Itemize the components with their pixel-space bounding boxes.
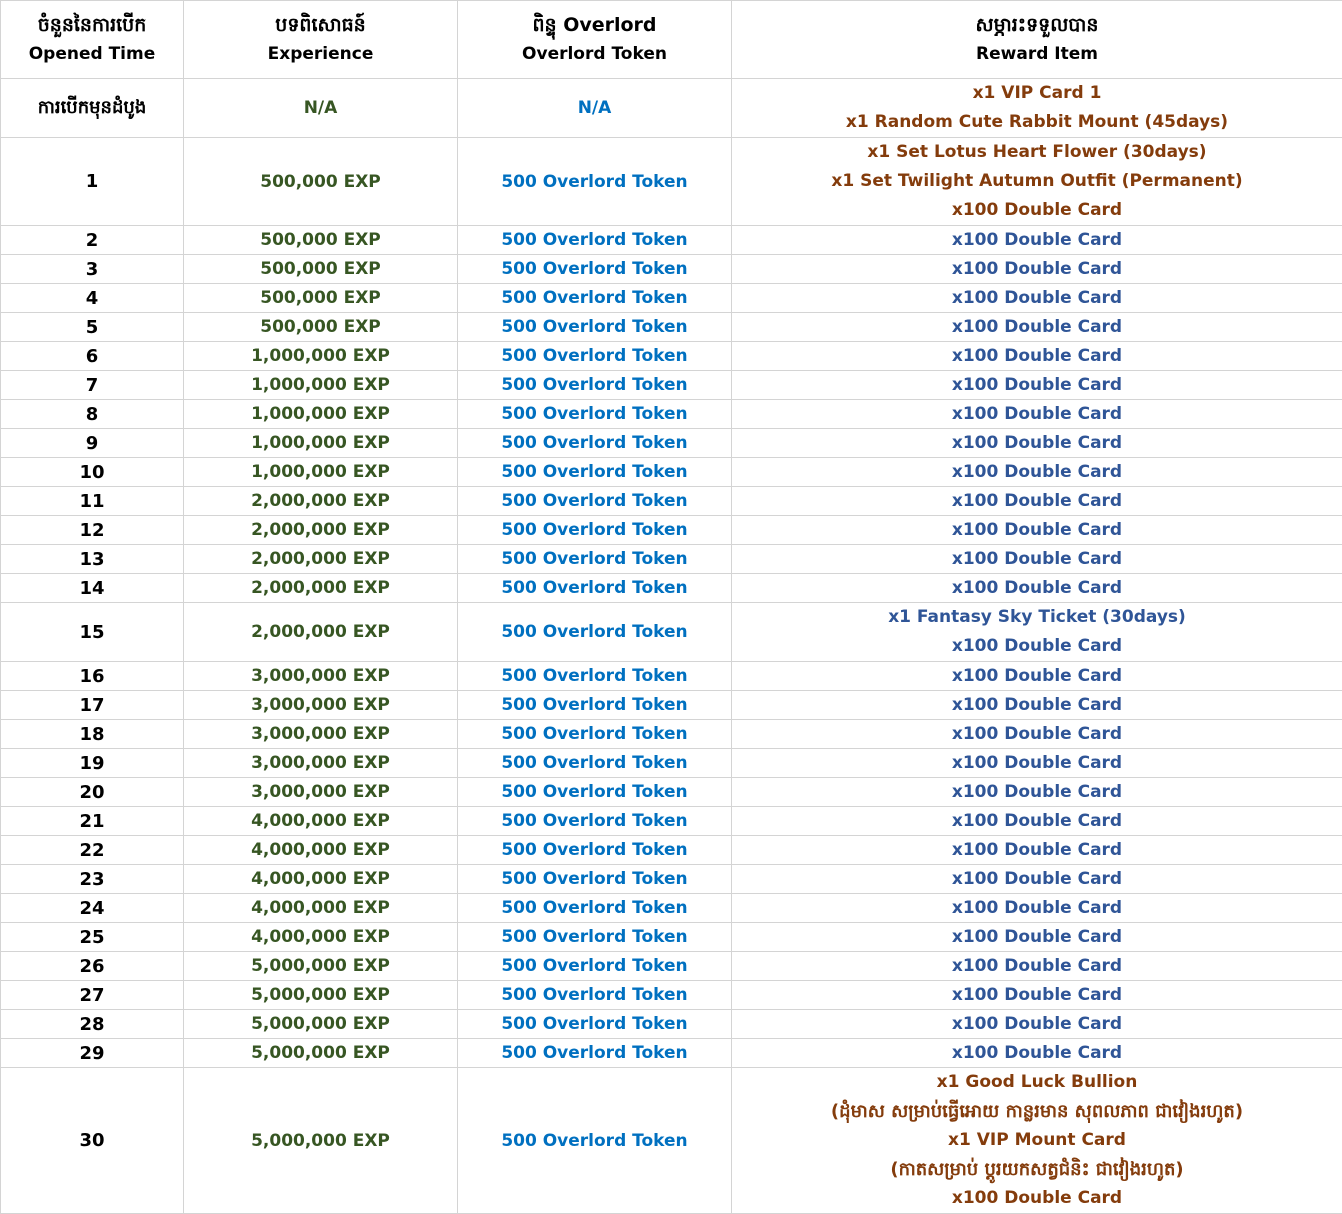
reward-cell: x100 Double Card bbox=[732, 952, 1342, 981]
header-row bbox=[1, 1, 1342, 79]
exp-cell: 1,000,000 EXP bbox=[184, 342, 458, 371]
opened-cell: 16 bbox=[1, 662, 184, 691]
table-row bbox=[1, 138, 1342, 226]
reward-cell: x100 Double Card bbox=[732, 981, 1342, 1010]
exp-cell: 5,000,000 EXP bbox=[184, 1068, 458, 1214]
opened-cell: 29 bbox=[1, 1039, 184, 1068]
reward-cell: x100 Double Card bbox=[732, 574, 1342, 603]
exp-cell: 1,000,000 EXP bbox=[184, 458, 458, 487]
exp-cell: 2,000,000 EXP bbox=[184, 516, 458, 545]
token-cell: 500 Overlord Token bbox=[458, 342, 732, 371]
opened-cell: 21 bbox=[1, 807, 184, 836]
reward-cell: x100 Double Card bbox=[732, 545, 1342, 574]
opened-cell: 18 bbox=[1, 720, 184, 749]
reward-line: x1 VIP Card 1 bbox=[732, 79, 1342, 108]
exp-cell: 3,000,000 EXP bbox=[184, 778, 458, 807]
token-cell: 500 Overlord Token bbox=[458, 545, 732, 574]
reward-cell: x100 Double Card bbox=[732, 458, 1342, 487]
table-row bbox=[1, 807, 1342, 836]
table-row bbox=[1, 255, 1342, 284]
reward-cell: x100 Double Card bbox=[732, 894, 1342, 923]
exp-cell: 1,000,000 EXP bbox=[184, 400, 458, 429]
token-cell: 500 Overlord Token bbox=[458, 313, 732, 342]
reward-cell: x100 Double Card bbox=[732, 662, 1342, 691]
reward-cell bbox=[732, 138, 1342, 226]
exp-cell: 3,000,000 EXP bbox=[184, 662, 458, 691]
exp-cell: 5,000,000 EXP bbox=[184, 1010, 458, 1039]
token-cell: 500 Overlord Token bbox=[458, 720, 732, 749]
opened-cell: 26 bbox=[1, 952, 184, 981]
header-reward-en: Reward Item bbox=[732, 40, 1342, 69]
reward-cell: x100 Double Card bbox=[732, 487, 1342, 516]
opened-cell: 10 bbox=[1, 458, 184, 487]
opened-cell: 17 bbox=[1, 691, 184, 720]
opened-cell: 8 bbox=[1, 400, 184, 429]
reward-line: x1 Set Twilight Autumn Outfit (Permanent) bbox=[732, 167, 1342, 196]
exp-cell: N/A bbox=[184, 79, 458, 138]
opened-cell: 5 bbox=[1, 313, 184, 342]
opened-cell: 23 bbox=[1, 865, 184, 894]
token-cell: 500 Overlord Token bbox=[458, 429, 732, 458]
token-cell: 500 Overlord Token bbox=[458, 952, 732, 981]
opened-cell: 4 bbox=[1, 284, 184, 313]
table-row bbox=[1, 574, 1342, 603]
reward-cell: x100 Double Card bbox=[732, 749, 1342, 778]
table-row bbox=[1, 458, 1342, 487]
reward-line: x100 Double Card bbox=[732, 1184, 1342, 1213]
table-row bbox=[1, 749, 1342, 778]
exp-cell: 5,000,000 EXP bbox=[184, 981, 458, 1010]
table-row bbox=[1, 662, 1342, 691]
token-cell: 500 Overlord Token bbox=[458, 574, 732, 603]
token-cell: 500 Overlord Token bbox=[458, 865, 732, 894]
exp-cell: 2,000,000 EXP bbox=[184, 574, 458, 603]
opened-cell: 19 bbox=[1, 749, 184, 778]
reward-cell: x100 Double Card bbox=[732, 923, 1342, 952]
exp-cell: 3,000,000 EXP bbox=[184, 749, 458, 778]
reward-cell: x100 Double Card bbox=[732, 284, 1342, 313]
token-cell: 500 Overlord Token bbox=[458, 749, 732, 778]
reward-cell: x100 Double Card bbox=[732, 807, 1342, 836]
token-cell: 500 Overlord Token bbox=[458, 923, 732, 952]
header-opened-time bbox=[1, 1, 184, 79]
token-cell: 500 Overlord Token bbox=[458, 603, 732, 662]
opened-cell: 11 bbox=[1, 487, 184, 516]
opened-cell: 7 bbox=[1, 371, 184, 400]
table-row bbox=[1, 923, 1342, 952]
header-opened-km: ចំនួននៃការបើក bbox=[1, 11, 183, 40]
opened-cell: 24 bbox=[1, 894, 184, 923]
exp-cell: 5,000,000 EXP bbox=[184, 1039, 458, 1068]
token-cell: 500 Overlord Token bbox=[458, 400, 732, 429]
token-cell: 500 Overlord Token bbox=[458, 255, 732, 284]
header-experience bbox=[184, 1, 458, 79]
exp-cell: 500,000 EXP bbox=[184, 284, 458, 313]
table-row bbox=[1, 603, 1342, 662]
reward-cell: x100 Double Card bbox=[732, 1010, 1342, 1039]
token-cell: N/A bbox=[458, 79, 732, 138]
exp-cell: 2,000,000 EXP bbox=[184, 545, 458, 574]
exp-cell: 4,000,000 EXP bbox=[184, 807, 458, 836]
reward-line: x1 Set Lotus Heart Flower (30days) bbox=[732, 138, 1342, 167]
reward-line: x1 Fantasy Sky Ticket (30days) bbox=[732, 603, 1342, 632]
header-experience-km: បទពិសោធន៍ bbox=[184, 11, 457, 40]
table-row-first-open bbox=[1, 79, 1342, 138]
reward-cell: x100 Double Card bbox=[732, 255, 1342, 284]
reward-line: x100 Double Card bbox=[732, 632, 1342, 661]
opened-cell: 27 bbox=[1, 981, 184, 1010]
table-row bbox=[1, 429, 1342, 458]
reward-line: x100 Double Card bbox=[732, 196, 1342, 225]
token-cell: 500 Overlord Token bbox=[458, 1068, 732, 1214]
exp-cell: 500,000 EXP bbox=[184, 138, 458, 226]
opened-cell: 28 bbox=[1, 1010, 184, 1039]
reward-cell bbox=[732, 603, 1342, 662]
reward-line: (កាតសម្រាប់ ប្តូរយកសត្វជំនិះ ជាវៀងរហូត) bbox=[732, 1155, 1342, 1184]
table-row bbox=[1, 313, 1342, 342]
table-row bbox=[1, 691, 1342, 720]
token-cell: 500 Overlord Token bbox=[458, 284, 732, 313]
token-cell: 500 Overlord Token bbox=[458, 1039, 732, 1068]
opened-cell: 20 bbox=[1, 778, 184, 807]
reward-cell: x100 Double Card bbox=[732, 836, 1342, 865]
token-cell: 500 Overlord Token bbox=[458, 691, 732, 720]
token-cell: 500 Overlord Token bbox=[458, 487, 732, 516]
table-row bbox=[1, 865, 1342, 894]
opened-cell: 13 bbox=[1, 545, 184, 574]
token-cell: 500 Overlord Token bbox=[458, 836, 732, 865]
token-cell: 500 Overlord Token bbox=[458, 371, 732, 400]
opened-cell: 3 bbox=[1, 255, 184, 284]
token-cell: 500 Overlord Token bbox=[458, 778, 732, 807]
table-row bbox=[1, 400, 1342, 429]
reward-cell: x100 Double Card bbox=[732, 516, 1342, 545]
opened-cell: 30 bbox=[1, 1068, 184, 1214]
table-row bbox=[1, 952, 1342, 981]
reward-line: x1 VIP Mount Card bbox=[732, 1126, 1342, 1155]
exp-cell: 3,000,000 EXP bbox=[184, 720, 458, 749]
token-cell: 500 Overlord Token bbox=[458, 662, 732, 691]
token-cell: 500 Overlord Token bbox=[458, 894, 732, 923]
table-row bbox=[1, 284, 1342, 313]
reward-line: (ដុំមាស សម្រាប់ធ្វើអោយ កាន្លរមាន សុពលភាព ជាវៀងរហូត) bbox=[732, 1097, 1342, 1126]
token-cell: 500 Overlord Token bbox=[458, 516, 732, 545]
reward-cell: x100 Double Card bbox=[732, 371, 1342, 400]
table-row bbox=[1, 487, 1342, 516]
reward-cell: x100 Double Card bbox=[732, 313, 1342, 342]
opened-cell: 1 bbox=[1, 138, 184, 226]
header-overlord-token bbox=[458, 1, 732, 79]
token-cell: 500 Overlord Token bbox=[458, 226, 732, 255]
token-cell: 500 Overlord Token bbox=[458, 807, 732, 836]
reward-cell: x100 Double Card bbox=[732, 342, 1342, 371]
table-row bbox=[1, 545, 1342, 574]
opened-cell: 6 bbox=[1, 342, 184, 371]
table-row bbox=[1, 226, 1342, 255]
opened-cell: ការបើកមុនដំបូង bbox=[1, 79, 184, 138]
exp-cell: 1,000,000 EXP bbox=[184, 371, 458, 400]
exp-cell: 500,000 EXP bbox=[184, 313, 458, 342]
exp-cell: 4,000,000 EXP bbox=[184, 894, 458, 923]
table-row bbox=[1, 342, 1342, 371]
table-row bbox=[1, 836, 1342, 865]
reward-cell bbox=[732, 1068, 1342, 1214]
header-opened-en: Opened Time bbox=[1, 40, 183, 69]
reward-cell: x100 Double Card bbox=[732, 720, 1342, 749]
table-row bbox=[1, 894, 1342, 923]
reward-cell: x100 Double Card bbox=[732, 691, 1342, 720]
exp-cell: 4,000,000 EXP bbox=[184, 836, 458, 865]
exp-cell: 4,000,000 EXP bbox=[184, 923, 458, 952]
token-cell: 500 Overlord Token bbox=[458, 1010, 732, 1039]
table-row bbox=[1, 1068, 1342, 1214]
exp-cell: 2,000,000 EXP bbox=[184, 487, 458, 516]
reward-cell: x100 Double Card bbox=[732, 400, 1342, 429]
token-cell: 500 Overlord Token bbox=[458, 981, 732, 1010]
exp-cell: 500,000 EXP bbox=[184, 255, 458, 284]
opened-cell: 12 bbox=[1, 516, 184, 545]
reward-cell: x100 Double Card bbox=[732, 429, 1342, 458]
header-reward-km: សម្ភារះទទួលបាន bbox=[732, 11, 1342, 40]
table-row bbox=[1, 516, 1342, 545]
reward-line: x1 Random Cute Rabbit Mount (45days) bbox=[732, 108, 1342, 137]
exp-cell: 4,000,000 EXP bbox=[184, 865, 458, 894]
header-token-km: ពិន្ទុ Overlord bbox=[458, 11, 731, 40]
exp-cell: 1,000,000 EXP bbox=[184, 429, 458, 458]
exp-cell: 500,000 EXP bbox=[184, 226, 458, 255]
table-row bbox=[1, 1039, 1342, 1068]
reward-cell: x100 Double Card bbox=[732, 226, 1342, 255]
exp-cell: 5,000,000 EXP bbox=[184, 952, 458, 981]
table-row bbox=[1, 1010, 1342, 1039]
opened-cell: 9 bbox=[1, 429, 184, 458]
token-cell: 500 Overlord Token bbox=[458, 138, 732, 226]
opened-cell: 2 bbox=[1, 226, 184, 255]
token-cell: 500 Overlord Token bbox=[458, 458, 732, 487]
table-row bbox=[1, 981, 1342, 1010]
exp-cell: 2,000,000 EXP bbox=[184, 603, 458, 662]
reward-cell: x100 Double Card bbox=[732, 865, 1342, 894]
reward-cell: x100 Double Card bbox=[732, 778, 1342, 807]
opened-cell: 22 bbox=[1, 836, 184, 865]
table-row bbox=[1, 371, 1342, 400]
header-reward-item bbox=[732, 1, 1342, 79]
header-token-en: Overlord Token bbox=[458, 40, 731, 69]
opened-cell: 25 bbox=[1, 923, 184, 952]
opened-cell: 14 bbox=[1, 574, 184, 603]
reward-cell bbox=[732, 79, 1342, 138]
header-experience-en: Experience bbox=[184, 40, 457, 69]
reward-cell: x100 Double Card bbox=[732, 1039, 1342, 1068]
exp-cell: 3,000,000 EXP bbox=[184, 691, 458, 720]
table-row bbox=[1, 778, 1342, 807]
opened-cell: 15 bbox=[1, 603, 184, 662]
table-row bbox=[1, 720, 1342, 749]
reward-line: x1 Good Luck Bullion bbox=[732, 1068, 1342, 1097]
